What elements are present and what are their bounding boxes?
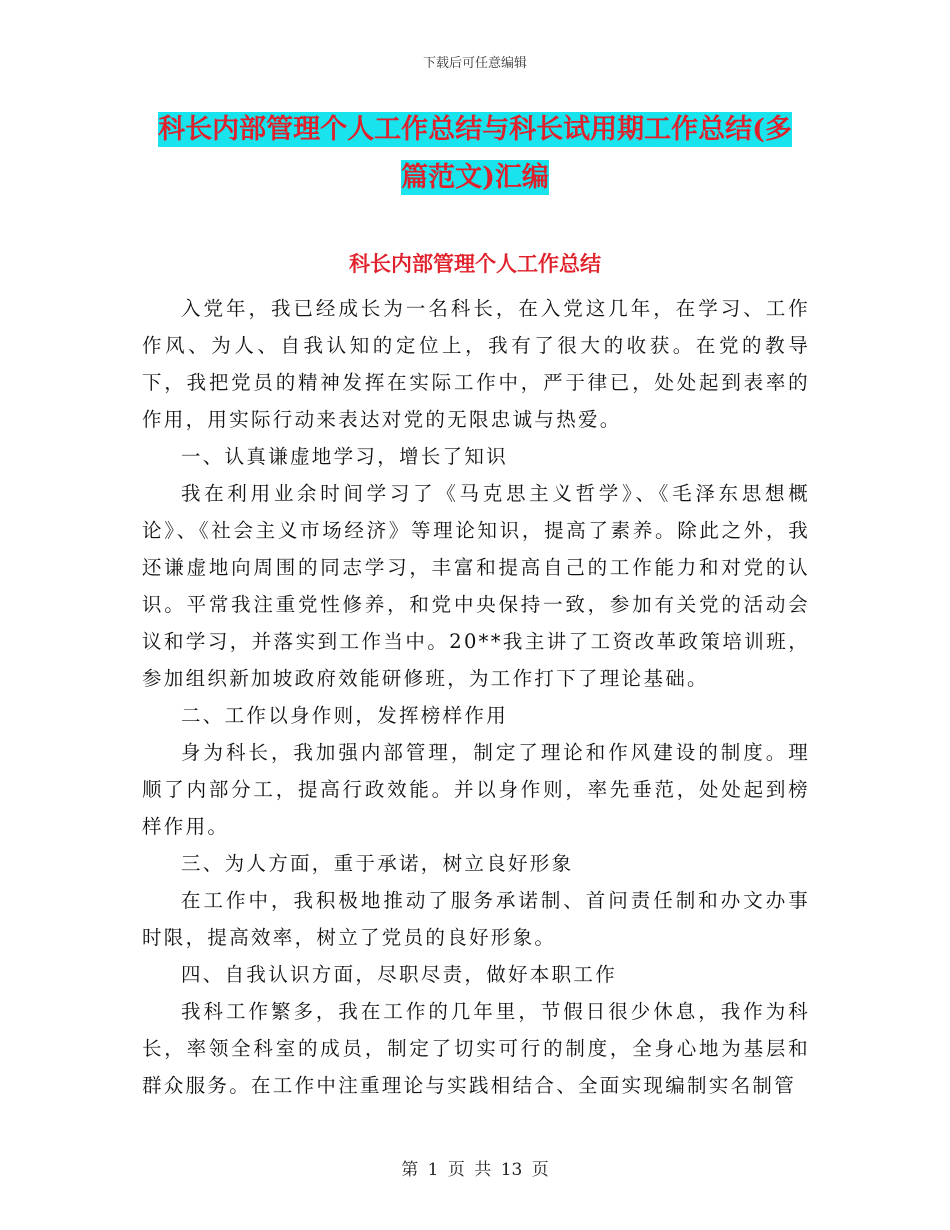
section-title: 科长内部管理个人工作总结 (349, 251, 601, 276)
document-title (140, 106, 810, 202)
paragraph: 我科工作繁多，我在工作的几年里，节假日很少休息，我作为科长，率领全科室的成员，制定了切实可行的制度，全身心地为基层和群众服务。在工作中注重理论与实践相结合、全面实现编制实名制管 (142, 1000, 810, 1097)
body-text (142, 290, 810, 1104)
subheading: 三、为人方面，重于承诺，树立良好形象 (181, 852, 574, 875)
title-line-1: 科长内部管理个人工作总结与科长试用期工作总结(多 (158, 114, 792, 145)
paragraph: 我在利用业余时间学习了《马克思主义哲学》、《毛泽东思想概论》、《社会主义市场经济》等理论知识，提高了素养。除此之外，我还谦虚地向周围的同志学习，丰富和提高自己的工作能力和对党的认识。平常我注重党性修养，和党中央保持一致，参加有关党的活动会议和学习，并落实到工作当中。20**我主讲了工资改革政策培训班，参加组织新加坡政府效能研修班，为工作打下了理论基础。 (142, 482, 810, 690)
paragraph: 在工作中，我积极地推动了服务承诺制、首问责任制和办文办事时限，提高效率，树立了党员的良好形象。 (142, 889, 810, 949)
paragraph: 身为科长，我加强内部管理，制定了理论和作风建设的制度。理顺了内部分工，提高行政效能。并以身作则，率先垂范，处处起到榜样作用。 (142, 741, 810, 838)
subheading: 一、认真谦虚地学习，增长了知识 (181, 445, 509, 468)
paragraph: 入党年，我已经成长为一名科长，在入党这几年，在学习、工作作风、为人、自我认知的定位上，我有了很大的收获。在党的教导下，我把党员的精神发挥在实际工作中，严于律已，处处起到表率的作用，用实际行动来表达对党的无限忠诚与热爱。 (142, 297, 810, 431)
subheading: 四、自我认识方面，尽职尽责，做好本职工作 (181, 963, 618, 986)
title-line-2: 篇范文)汇编 (401, 162, 549, 193)
header-note: 下载后可任意编辑 (422, 56, 527, 71)
page-number: 第 1 页 共 13 页 (401, 1160, 549, 1180)
subheading: 二、工作以身作则，发挥榜样作用 (181, 704, 509, 727)
